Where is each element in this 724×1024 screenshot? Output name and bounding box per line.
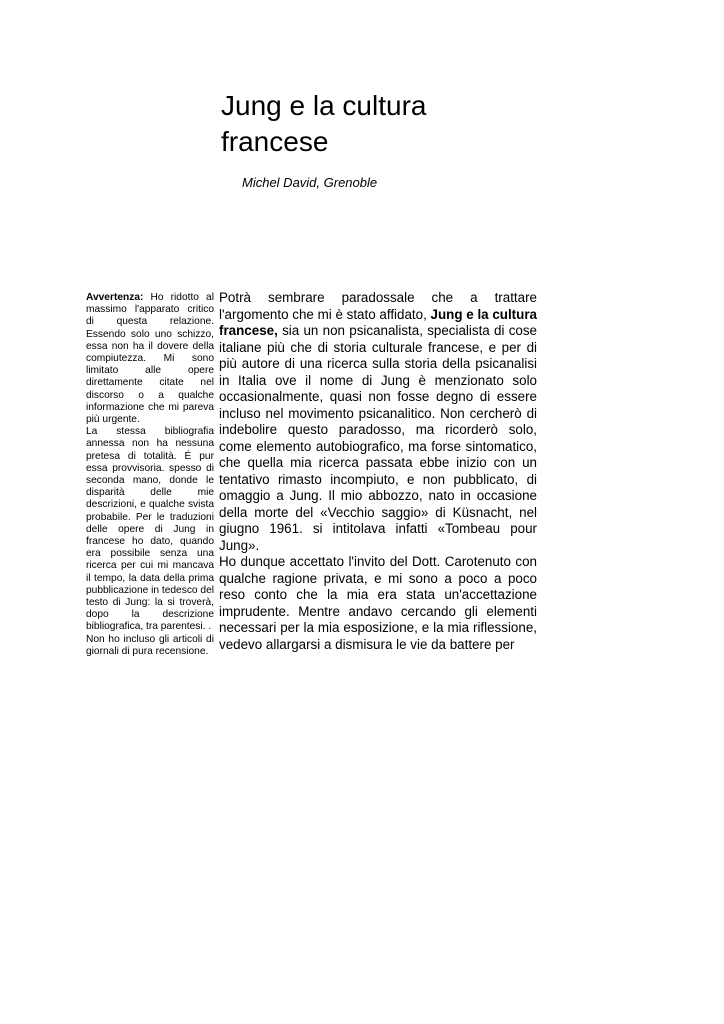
title-line-2: francese — [221, 126, 329, 157]
body-text-1a: Potrà sembrare paradossale che a trattare l'argomento che mi è stato affidato, — [219, 290, 537, 322]
body-text-1b: sia un non psicanalista, specialista di cose italiane più che di storia culturale francese, e per di più autore di una ricerca sulla storia della psicanalisi in Italia ove il nome di Jung è menzionato solo occasionalmente, quasi non fosse degno di essere incluso nel movimento psicanalitico. Non cercherò di indebolire questo paradosso, ma ricorderò solo, come elemento autobiografico, ma forse sintomatico, che quella mia ricerca passata ebbe inizio con un tentativo rimasto incompiuto, e non pubblicato, di omaggio a Jung. Il mio abbozzo, nato in occasione della morte del «Vecchio saggio» di Küsnacht, nel giugno 1961. si intitolava infatti «Tombeau pour Jung». — [219, 323, 537, 553]
margin-note — [86, 292, 214, 658]
author-byline: Michel David, Grenoble — [242, 175, 378, 190]
body-paragraph-1 — [219, 290, 537, 554]
note-paragraph-2: La stessa bibliografia annessa non ha nessuna pretesa di totalità. É pur essa provvisoria. spesso di seconda mano, donde le disparità delle mie descrizioni, e qualche svista probabile. Per le traduzioni delle opere di Jung in francese ho dato, quando era possibile senza una ricerca per cui mi mancava il tempo, la data della prima pubblicazione in tedesco del testo di Jung: la si troverà, dopo la descrizione bibliografica, tra parentesi. . — [86, 426, 215, 633]
note-text-1: Ho ridotto al massimo l'apparato critico di questa relazione. Essendo solo uno schizzo, essa non ha il dovere della compiutezza. Mi sono limitato alle opere direttamente citate nel discorso o a qualche informazione che mi pareva più urgente. — [86, 292, 214, 426]
note-label: Avvertenza: — [86, 292, 144, 303]
body-paragraph-2: Ho dunque accettato l'invito del Dott. Carotenuto con qualche ragione privata, e mi sono a poco a poco reso conto che la mia era stata un'accettazione imprudente. Mentre andavo cercando gli elementi necessari per la mia esposizione, e la mia riflessione, vedevo allargarsi a dismisura le vie da battere per — [219, 554, 537, 652]
page-title — [221, 88, 521, 160]
title-line-1: Jung e la cultura — [221, 90, 427, 121]
body-title-reference: Jung e la cultura francese, — [219, 306, 537, 338]
main-text — [219, 290, 537, 653]
note-paragraph-1 — [86, 292, 214, 426]
note-paragraph-3: Non ho incluso gli articoli di giornali di pura recensione. — [86, 633, 214, 657]
